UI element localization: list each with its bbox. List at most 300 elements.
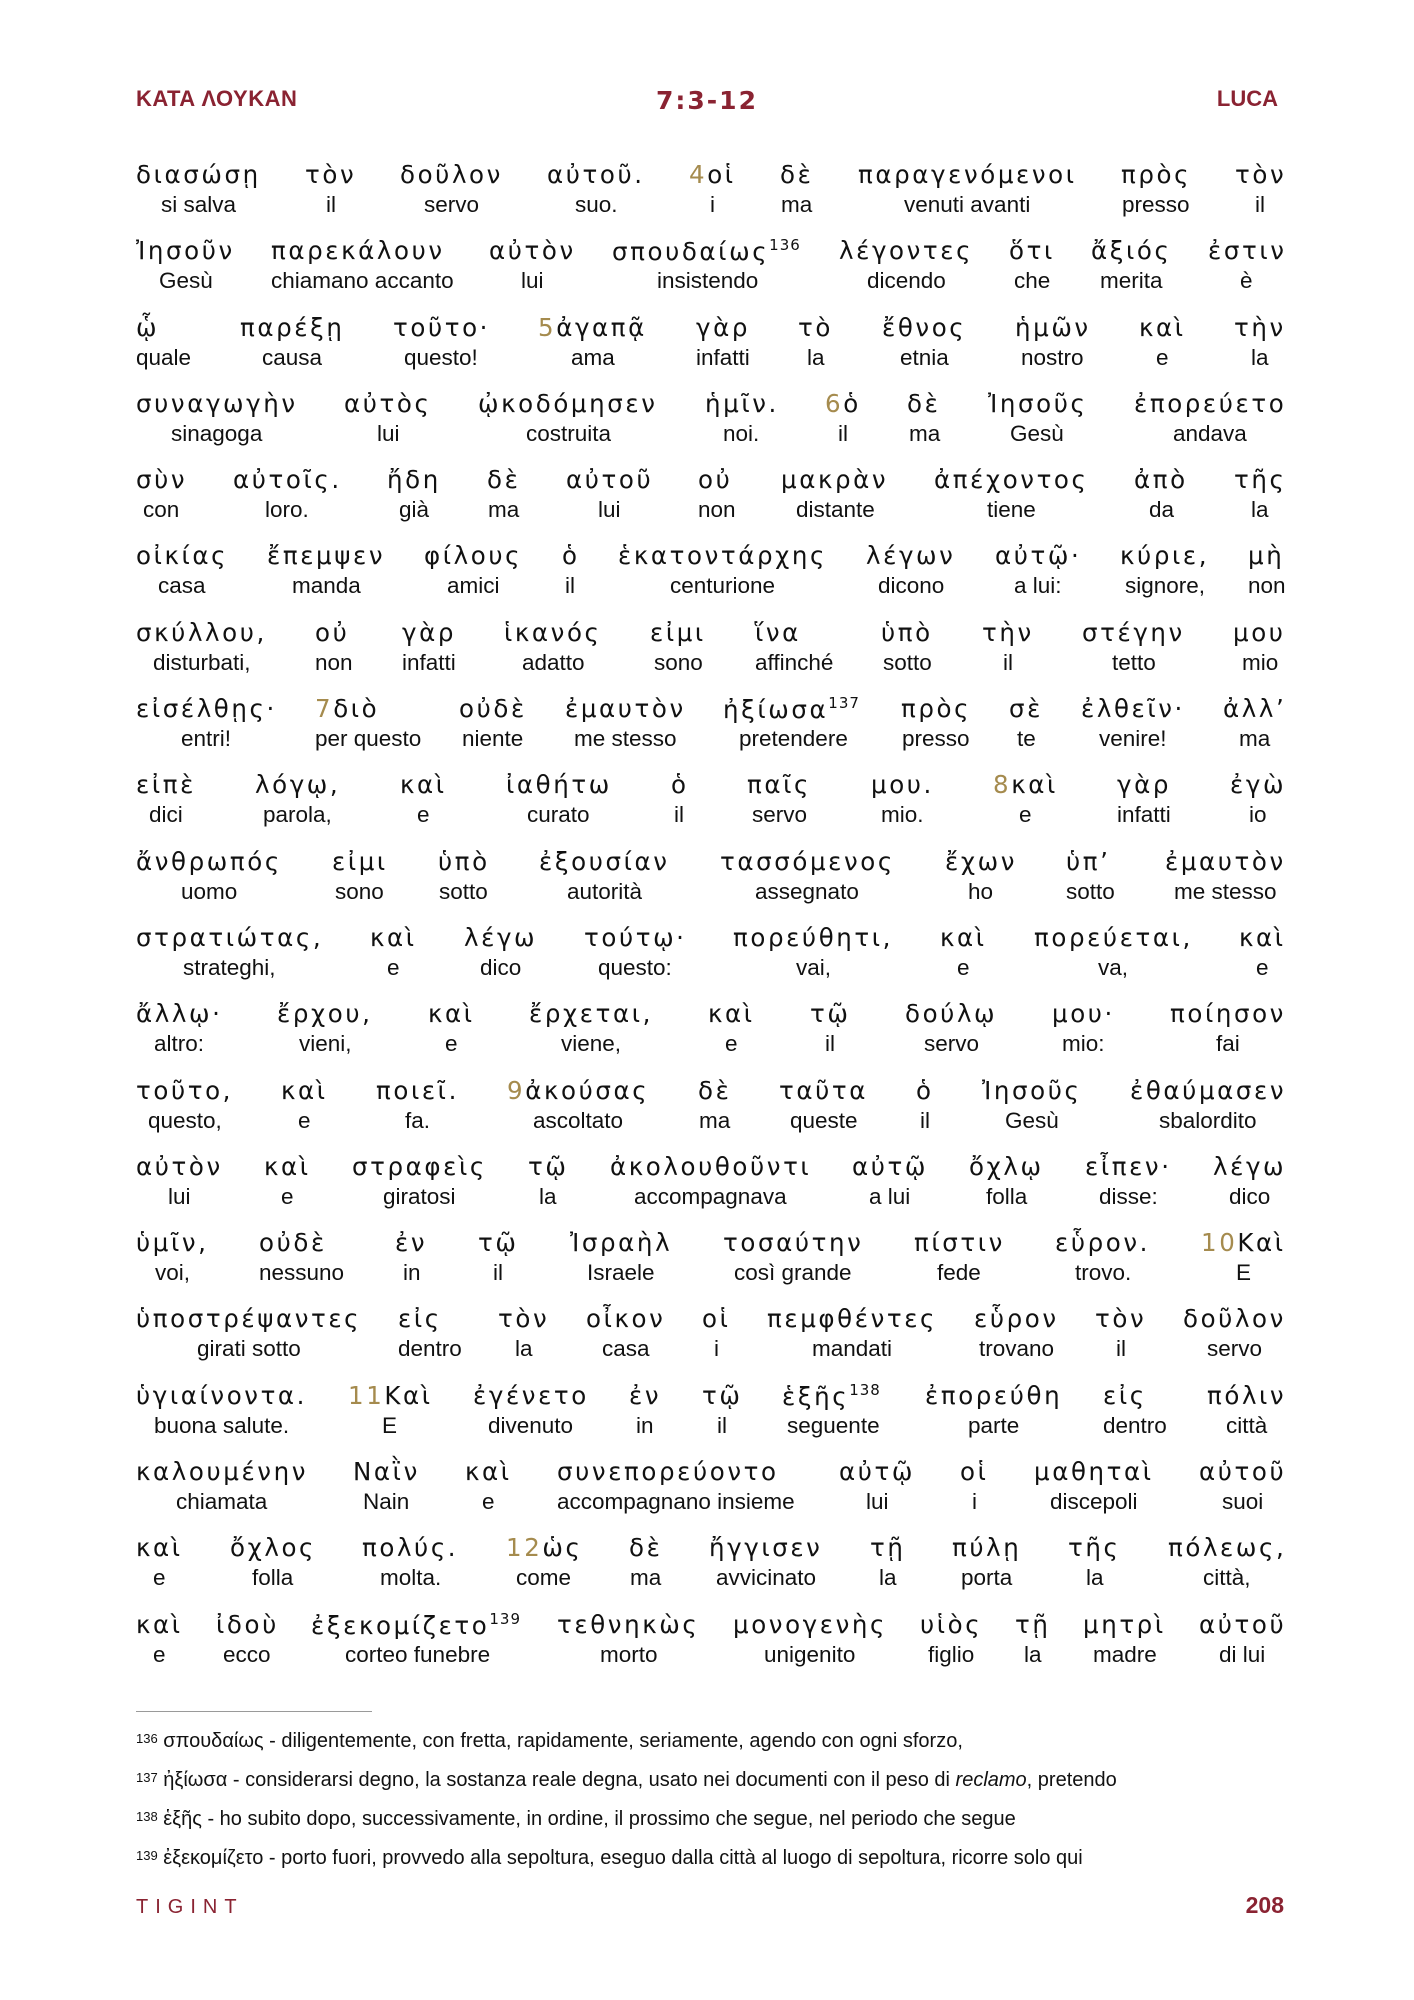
italian-gloss: insistendo [657, 268, 759, 294]
text-line [136, 1228, 1286, 1304]
italian-gloss: dici [149, 802, 183, 828]
greek-word: εἰσέλθῃς· [136, 694, 277, 724]
italian-gloss: loro. [265, 497, 309, 523]
italian-gloss: il [1116, 1336, 1126, 1362]
italian-gloss: E [1236, 1260, 1252, 1286]
greek-word: δὲ [629, 1533, 663, 1563]
greek-word: ἤγγισεν [709, 1533, 823, 1563]
italian-gloss: giratosi [383, 1183, 456, 1209]
footnote-number: 138 [136, 1809, 158, 1824]
greek-word: τούτῳ· [584, 922, 687, 952]
italian-gloss: buona salute. [154, 1412, 290, 1438]
italian-gloss: sono [335, 878, 384, 904]
greek-word: λόγῳ, [255, 770, 341, 800]
greek-word: πρὸς [1121, 160, 1192, 189]
italian-gloss: entri! [181, 726, 232, 752]
italian-gloss: il [717, 1412, 727, 1438]
italian-gloss: e [153, 1565, 166, 1591]
italian-gloss: me stesso [574, 726, 677, 752]
greek-word: ἐν [629, 1380, 662, 1410]
italian-gloss: discepoli [1050, 1489, 1138, 1515]
greek-word: 4οἱ [689, 160, 736, 189]
greek-word: ᾧ [136, 312, 160, 342]
italian-gloss: e [417, 802, 430, 828]
footnote-item [136, 1730, 1286, 1769]
italian-gloss: città, [1203, 1565, 1251, 1591]
greek-word: ἔρχου, [277, 999, 373, 1029]
greek-word: πρὸς [901, 694, 972, 724]
italian-gloss: adatto [522, 649, 585, 675]
greek-word: τὸ [798, 312, 833, 342]
italian-gloss: ma [699, 1107, 731, 1133]
italian-gloss: Gesù [159, 268, 213, 294]
italian-gloss: sotto [439, 878, 488, 904]
italian-gloss: questo, [148, 1107, 222, 1133]
greek-word: ὑγιαίνοντα. [136, 1380, 308, 1410]
italian-gloss: mio. [881, 802, 924, 828]
greek-word: 8καὶ [993, 770, 1058, 800]
italian-gloss: in [636, 1412, 654, 1438]
greek-word: αὐτοῦ [1199, 1609, 1287, 1639]
italian-gloss: infatti [1117, 802, 1171, 828]
greek-word: ὅτι [1009, 236, 1055, 266]
italian-gloss: in [403, 1260, 421, 1286]
italian-gloss: porta [961, 1565, 1013, 1591]
greek-word: κύριε, [1120, 541, 1210, 571]
italian-gloss: e [1256, 954, 1269, 980]
greek-word: τῆς [1234, 465, 1287, 495]
greek-word: αὐτοῦ. [547, 160, 645, 189]
greek-word: εἰς [1103, 1380, 1147, 1410]
italian-gloss: amici [447, 573, 500, 599]
italian-gloss: parola, [263, 802, 332, 828]
italian-gloss: divenuto [488, 1412, 574, 1438]
greek-word: ἠξίωσα$^{137}$ [723, 694, 860, 725]
italian-gloss: manda [292, 573, 361, 599]
greek-word: συναγωγὴν [136, 388, 298, 418]
footnote-number: 136 [136, 1731, 158, 1746]
greek-word: ὑπὸ [438, 846, 490, 876]
greek-word: ἐν [395, 1228, 428, 1258]
italian-gloss: a lui [869, 1183, 911, 1209]
greek-word: 5ἀγαπᾷ [538, 312, 647, 342]
italian-gloss: e [482, 1489, 495, 1515]
italian-gloss: Nain [363, 1489, 410, 1515]
italian-gloss: la [807, 344, 825, 370]
greek-word: τὴν [1234, 312, 1286, 342]
greek-word: ὑποστρέψαντες [136, 1304, 362, 1334]
italian-gloss: casa [158, 573, 206, 599]
greek-word: αὐτῷ [852, 1151, 928, 1181]
italian-gloss: niente [462, 726, 524, 752]
italian-gloss: noi. [723, 420, 760, 446]
italian-gloss: ecco [223, 1641, 271, 1667]
italian-gloss: e [725, 1031, 738, 1057]
greek-word: πορεύθητι, [733, 922, 894, 952]
greek-word: μαθηταὶ [1034, 1457, 1154, 1487]
greek-word: 11Καὶ [348, 1380, 433, 1410]
publisher-name: TIGINT [136, 1896, 244, 1918]
greek-word: καλουμένην [136, 1457, 308, 1487]
greek-word: σὲ [1009, 694, 1043, 724]
greek-word: ἔθνος [882, 312, 967, 342]
text-line [136, 389, 1286, 465]
italian-gloss: la [879, 1565, 897, 1591]
greek-word: οὐδὲ [259, 1228, 327, 1258]
greek-word: πολύς. [362, 1533, 459, 1563]
text-line [136, 1381, 1286, 1457]
greek-word: ἐξουσίαν [539, 846, 670, 876]
italian-gloss: signore, [1125, 573, 1206, 599]
italian-gloss: disturbati, [153, 649, 251, 675]
italian-gloss: suoi [1222, 1489, 1264, 1515]
greek-word: καὶ [370, 922, 417, 952]
text-line [136, 160, 1286, 236]
greek-word: μονογενὴς [733, 1609, 887, 1639]
italian-gloss: di lui [1219, 1641, 1266, 1667]
greek-word: ἐλθεῖν· [1081, 694, 1185, 724]
italian-gloss: vieni, [299, 1031, 352, 1057]
greek-word: παῖς [747, 770, 811, 800]
italian-gloss: E [382, 1412, 398, 1438]
greek-word: τὸν [1095, 1304, 1147, 1334]
greek-word: τῇ [1015, 1609, 1051, 1639]
italian-gloss: a lui: [1014, 573, 1062, 599]
italian-gloss: la [1024, 1641, 1042, 1667]
greek-word: ᾠκοδόμησεν [478, 388, 658, 418]
greek-word: ἐγένετο [473, 1380, 589, 1410]
italian-gloss: servo [924, 1031, 980, 1057]
greek-word: μακρὰν [781, 465, 889, 495]
text-line [136, 923, 1286, 999]
greek-word: εἰμι [650, 617, 706, 647]
greek-word: παρέξῃ [240, 312, 345, 342]
italian-gloss: sinagoga [171, 420, 263, 446]
greek-word: ὁ [916, 1075, 934, 1105]
footnote-text: ἐξεκομίζετο - porto fuori, provvedo alla sepoltura, eseguo dalla città al luogo di sepoltura, ricorre solo qui [163, 1847, 1083, 1869]
greek-word: εἶπεν· [1085, 1151, 1172, 1181]
greek-word: ἔχων [945, 846, 1017, 876]
italian-gloss: lui [168, 1183, 191, 1209]
italian-gloss: venire! [1099, 726, 1167, 752]
italian-gloss: seguente [787, 1412, 880, 1438]
page-header [136, 86, 1278, 122]
greek-word: τοῦτο, [136, 1075, 234, 1105]
italian-gloss: chiamata [176, 1489, 268, 1515]
italian-gloss: lui [521, 268, 544, 294]
greek-word: ἐπορεύετο [1134, 388, 1287, 418]
italian-gloss: il [674, 802, 684, 828]
text-line [136, 694, 1286, 770]
italian-gloss: il [920, 1107, 930, 1133]
greek-word: αὐτὸν [489, 236, 576, 266]
greek-word: πίστιν [914, 1228, 1005, 1258]
book-title: ΚΑΤΑ ΛΟΥΚΑΝ [136, 86, 298, 111]
greek-word: καὶ [708, 999, 755, 1029]
greek-word: Ἰησοῦς [988, 388, 1088, 418]
italian-gloss: i [710, 192, 715, 217]
italian-gloss: servo [424, 192, 480, 217]
greek-word: καὶ [1239, 922, 1286, 952]
italian-gloss: nessuno [259, 1260, 345, 1286]
italian-gloss: così grande [734, 1260, 852, 1286]
greek-word: ἑξῆς$^{138}$ [782, 1380, 881, 1411]
greek-word: αὐτῷ· [995, 541, 1082, 571]
greek-word: λέγων [866, 541, 956, 571]
footnote-text: ἑξῆς - ho subito dopo, successivamente, in ordine, il prossimo che segue, nel periodo che segue [163, 1808, 1016, 1830]
greek-word: ἡμῖν. [705, 388, 779, 418]
greek-word: ἀκολουθοῦντι [610, 1151, 812, 1181]
greek-word: ἀπὸ [1134, 465, 1188, 495]
greek-word: ἐξεκομίζετο$^{139}$ [311, 1609, 522, 1640]
italian-gloss: ma [1239, 726, 1271, 752]
greek-word: οὐδὲ [459, 694, 527, 724]
italian-gloss: girati sotto [197, 1336, 301, 1362]
greek-word: δὲ [780, 160, 814, 189]
italian-gloss: curato [527, 802, 590, 828]
italian-gloss: il [326, 192, 336, 217]
italian-gloss: vai, [796, 954, 832, 980]
greek-word: γὰρ [402, 617, 457, 647]
italian-gloss: ma [630, 1565, 662, 1591]
greek-word: ὑπὸ [881, 617, 933, 647]
verse-number: 8 [993, 770, 1012, 800]
text-line [136, 1457, 1286, 1533]
italian-gloss: voi, [155, 1260, 191, 1286]
italian-gloss: dico [1229, 1183, 1271, 1209]
greek-word: καὶ [1139, 312, 1186, 342]
greek-word: ποιεῖ. [376, 1075, 459, 1105]
italian-gloss: il [493, 1260, 503, 1286]
italian-gloss: morto [600, 1641, 658, 1667]
italian-gloss: nostro [1021, 344, 1084, 370]
italian-gloss: unigenito [764, 1641, 856, 1667]
italian-gloss: parte [968, 1412, 1020, 1438]
greek-word: τῷ [478, 1228, 519, 1258]
italian-gloss: servo [752, 802, 808, 828]
greek-word: δὲ [907, 388, 941, 418]
footnote-reference: 136 [769, 236, 801, 255]
italian-gloss: mio [1242, 649, 1279, 675]
italian-gloss: il [565, 573, 575, 599]
greek-word: ἐστιν [1208, 236, 1287, 266]
greek-word: εἰς [398, 1304, 442, 1334]
greek-word: φίλους [424, 541, 523, 571]
greek-word: ἀπέχοντος [934, 465, 1089, 495]
greek-word: ἵνα [755, 617, 801, 647]
book-title-italian: LUCA [1216, 86, 1278, 111]
footnote-text: ἠξίωσα - considerarsi degno, la sostanza reale degna, usato nei documenti con il peso di [163, 1769, 956, 1791]
greek-word: 6ὁ [825, 388, 861, 418]
italian-gloss: disse: [1099, 1183, 1158, 1209]
italian-gloss: quale [136, 344, 192, 370]
greek-word: εὗρον. [1055, 1228, 1151, 1258]
greek-word: παρεκάλουν [271, 236, 445, 266]
greek-word: καὶ [465, 1457, 512, 1487]
italian-gloss: e [298, 1107, 311, 1133]
greek-word: Ἰησοῦν [136, 236, 235, 266]
greek-word: σὺν [136, 465, 188, 495]
greek-word: καὶ [136, 1609, 183, 1639]
greek-word: καὶ [940, 922, 987, 952]
italian-gloss: uomo [181, 878, 238, 904]
italian-gloss: dico [480, 954, 522, 980]
italian-gloss: dentro [398, 1336, 462, 1362]
italian-gloss: il [825, 1031, 835, 1057]
italian-gloss: presso [1122, 192, 1190, 217]
greek-word: αὐτὸν [136, 1151, 223, 1181]
italian-gloss: fa. [405, 1107, 431, 1133]
footnote-text-tail: , pretendo [1026, 1769, 1117, 1791]
greek-word: ἰαθήτω [506, 770, 612, 800]
italian-gloss: è [1240, 268, 1253, 294]
greek-word: τῷ [702, 1380, 743, 1410]
italian-gloss: e [1019, 802, 1032, 828]
italian-gloss: Gesù [1005, 1107, 1059, 1133]
greek-word: γὰρ [1117, 770, 1172, 800]
italian-gloss: dicono [878, 573, 945, 599]
chapter-verse-range: 7:3-12 [656, 86, 758, 115]
footnote-text: σπουδαίως - diligentemente, con fretta, rapidamente, seriamente, agendo con ogni sforzo, [163, 1730, 963, 1752]
italian-gloss: causa [262, 344, 323, 370]
greek-word: Ἰησοῦς [982, 1075, 1082, 1105]
italian-gloss: infatti [402, 649, 456, 675]
italian-gloss: costruita [526, 420, 612, 446]
greek-word: διασώσῃ [136, 160, 261, 189]
greek-word: στέγην [1082, 617, 1185, 647]
italian-gloss: sotto [883, 649, 932, 675]
interlinear-text [136, 160, 1286, 1686]
greek-word: ὁ [671, 770, 689, 800]
italian-gloss: infatti [696, 344, 750, 370]
greek-word: μου [1233, 617, 1286, 647]
greek-word: καὶ [136, 1533, 183, 1563]
greek-word: εἰπὲ [136, 770, 196, 800]
greek-word: στραφεὶς [352, 1151, 487, 1181]
italian-gloss: da [1149, 497, 1175, 523]
italian-gloss: sotto [1066, 878, 1115, 904]
italian-gloss: la [1086, 1565, 1104, 1591]
greek-word: στρατιώτας, [136, 922, 324, 952]
greek-word: οἶκον [586, 1304, 666, 1334]
footnotes [136, 1730, 1286, 1886]
greek-word: 10Καὶ [1201, 1228, 1286, 1258]
greek-word: 12ὡς [506, 1533, 583, 1563]
italian-gloss: mio: [1062, 1031, 1105, 1057]
greek-word: τὴν [982, 617, 1034, 647]
italian-gloss: e [445, 1031, 458, 1057]
greek-word: λέγοντες [839, 236, 974, 266]
footnote-reference: 139 [489, 1609, 522, 1628]
greek-word: ἄξιός [1091, 236, 1172, 266]
greek-word: οἰκίας [136, 541, 229, 571]
verse-number: 9 [507, 1075, 526, 1105]
greek-word: τῇ [870, 1533, 906, 1563]
text-line [136, 236, 1286, 312]
greek-word: λέγω [464, 922, 538, 952]
verse-number: 10 [1201, 1228, 1238, 1258]
italian-gloss: autorità [567, 878, 643, 904]
greek-word: τεθνηκὼς [557, 1609, 700, 1639]
italian-gloss: la [539, 1183, 557, 1209]
greek-word: δὲ [698, 1075, 732, 1105]
italian-gloss: andava [1173, 420, 1247, 446]
text-line [136, 1304, 1286, 1380]
italian-gloss: molta. [380, 1565, 442, 1591]
verse-number: 5 [538, 312, 557, 342]
greek-word: δοῦλον [400, 160, 503, 189]
greek-word: ὑπ’ [1066, 846, 1111, 876]
greek-word: δὲ [487, 465, 521, 495]
greek-word: πορεύεται, [1034, 922, 1193, 952]
italian-gloss: dentro [1103, 1412, 1167, 1438]
italian-gloss: questo! [404, 344, 478, 370]
italian-gloss: con [143, 497, 180, 523]
text-line [136, 313, 1286, 389]
greek-word: πόλιν [1207, 1380, 1287, 1410]
italian-gloss: non [698, 497, 736, 523]
greek-word: ἑκατοντάρχης [618, 541, 827, 571]
greek-word: αὐτοῦ [1199, 1457, 1287, 1487]
italian-gloss: il [838, 420, 848, 446]
italian-gloss: centurione [670, 573, 776, 599]
greek-word: παραγενόμενοι [858, 160, 1077, 189]
greek-word: τὸν [1235, 160, 1287, 189]
italian-gloss: che [1014, 268, 1051, 294]
italian-gloss: il [1255, 192, 1265, 217]
footnote-item [136, 1847, 1286, 1886]
greek-word: ἱκανός [504, 617, 602, 647]
greek-word: ὄχλῳ [969, 1151, 1044, 1181]
greek-word: ἐπορεύθη [925, 1380, 1063, 1410]
greek-word: ὄχλος [230, 1533, 317, 1563]
verse-number: 12 [506, 1533, 543, 1563]
italian-gloss: lui [598, 497, 621, 523]
italian-gloss: fai [1216, 1031, 1240, 1057]
italian-gloss: i [714, 1336, 719, 1362]
greek-word: ἄνθρωπός [136, 846, 282, 876]
italian-gloss: per questo [315, 726, 422, 752]
italian-gloss: figlio [928, 1641, 975, 1667]
italian-gloss: come [516, 1565, 572, 1591]
italian-gloss: sbalordito [1159, 1107, 1257, 1133]
italian-gloss: ma [488, 497, 520, 523]
italian-gloss: e [1156, 344, 1169, 370]
footnote-number: 137 [136, 1770, 158, 1785]
greek-word: ἰδοὺ [216, 1609, 279, 1639]
italian-gloss: folla [252, 1565, 294, 1591]
greek-word: αὐτῷ [839, 1457, 915, 1487]
text-line [136, 999, 1286, 1075]
text-line [136, 1610, 1286, 1686]
italian-gloss: dicendo [867, 268, 946, 294]
italian-gloss: casa [602, 1336, 650, 1362]
italian-gloss: altro: [154, 1031, 205, 1057]
greek-word: ἀλλ’ [1223, 694, 1287, 724]
greek-word: αὐτοῖς. [233, 465, 342, 495]
italian-gloss: servo [1207, 1336, 1263, 1362]
greek-word: οὐ [698, 465, 733, 495]
greek-word: αὐτὸς [344, 388, 432, 418]
italian-gloss: accompagnava [634, 1183, 787, 1209]
greek-word: τασσόμενος [720, 846, 895, 876]
greek-word: ἔπεμψεν [267, 541, 386, 571]
greek-word: Ἰσραὴλ [570, 1228, 673, 1258]
greek-word: τῷ [810, 999, 851, 1029]
greek-word: ἄλλῳ· [136, 999, 223, 1029]
page-number: 208 [1245, 1892, 1284, 1918]
italian-gloss: città [1226, 1412, 1268, 1438]
